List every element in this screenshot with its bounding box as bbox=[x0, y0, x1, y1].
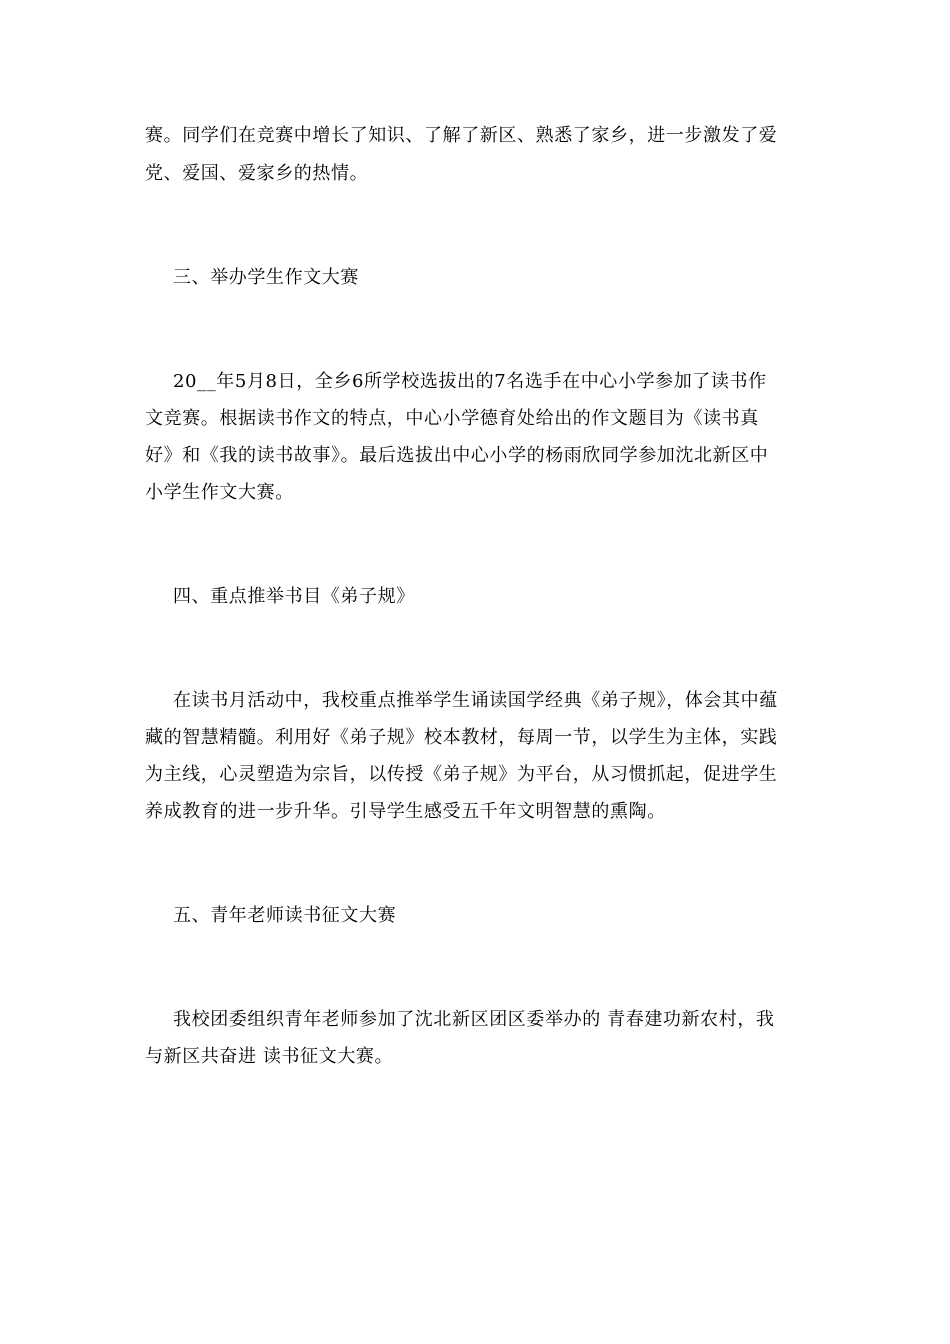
paragraph-line: 在读书月活动中，我校重点推举学生诵读国学经典《弟子规》，体会其中蕴 bbox=[173, 690, 778, 711]
paragraph-line: 为主线，心灵塑造为宗旨，以传授《弟子规》为平台，从习惯抓起，促进学生 bbox=[145, 764, 778, 785]
paragraph-line: 藏的智慧精髓。利用好《弟子规》校本教材，每周一节，以学生为主体，实践 bbox=[145, 727, 778, 748]
paragraph-line: 我校团委组织青年老师参加了沈北新区团区委举办的 青春建功新农村，我 bbox=[173, 1009, 775, 1030]
paragraph-line: 好》和《我的读书故事》。最后选拔出中心小学的杨雨欣同学参加沈北新区中 bbox=[145, 445, 769, 466]
paragraph-line: 文竞赛。根据读书作文的特点，中心小学德育处给出的作文题目为《读书真 bbox=[145, 408, 759, 429]
section-heading-4: 四、重点推举书目《弟子规》 bbox=[173, 586, 415, 607]
paragraph-line: 养成教育的进一步升华。引导学生感受五千年文明智慧的熏陶。 bbox=[145, 801, 666, 822]
section-heading-3: 三、举办学生作文大赛 bbox=[173, 267, 359, 288]
paragraph-line: 小学生作文大赛。 bbox=[145, 482, 294, 503]
paragraph-line: 20__年5月8日，全乡6所学校选拔出的7名选手在中心小学参加了读书作 bbox=[173, 371, 767, 392]
paragraph-line: 与新区共奋进 读书征文大赛。 bbox=[145, 1046, 394, 1067]
paragraph-line: 赛。同学们在竞赛中增长了知识、了解了新区、熟悉了家乡，进一步激发了爱 bbox=[145, 125, 778, 146]
paragraph-line: 党、爱国、爱家乡的热情。 bbox=[145, 163, 369, 184]
section-heading-5: 五、青年老师读书征文大赛 bbox=[173, 905, 397, 926]
